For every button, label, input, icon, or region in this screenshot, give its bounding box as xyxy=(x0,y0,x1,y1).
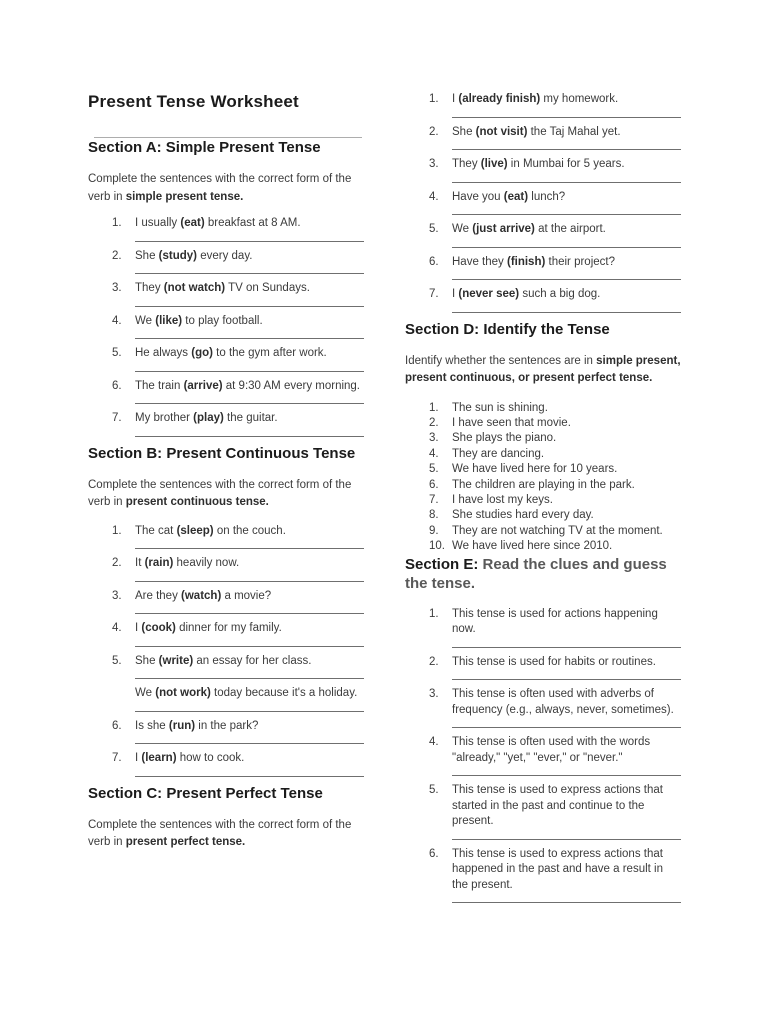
item-number: 5. xyxy=(112,347,122,359)
answer-blank xyxy=(452,205,681,215)
answer-blank xyxy=(135,604,364,614)
verb-hint: (not visit) xyxy=(475,125,528,138)
verb-hint: (eat) xyxy=(180,217,205,229)
verb-hint: (just arrive) xyxy=(472,223,535,235)
answer-blank xyxy=(452,270,681,280)
item-sentence: This tense is used for habits or routines. xyxy=(452,655,656,668)
item-number: 3. xyxy=(112,589,122,602)
answer-blank xyxy=(135,669,364,679)
item-number: 4. xyxy=(112,622,122,634)
item-number: 3. xyxy=(112,282,122,294)
item-number: 3. xyxy=(429,688,439,701)
item-sentence: It (rain) heavily now. xyxy=(135,557,240,569)
verb-hint: (study) xyxy=(158,249,198,262)
item-number: 4. xyxy=(429,736,439,749)
answer-blank xyxy=(135,572,364,582)
fill-item xyxy=(88,411,364,439)
fill-item xyxy=(88,216,364,244)
fill-item xyxy=(88,281,364,309)
item-number: 2. xyxy=(429,416,439,429)
item-number: 5. xyxy=(429,223,439,235)
item-sentence: She (write) an essay for her class. xyxy=(135,654,312,667)
fill-item-continuation xyxy=(88,686,364,714)
answer-blank xyxy=(452,670,681,680)
item-number: 5. xyxy=(112,654,122,667)
fill-item xyxy=(88,314,364,342)
section-e-heading-subtitle: Read the clues and guess the tense. xyxy=(405,555,667,592)
item-number: 6. xyxy=(112,719,122,732)
intro-bold-text: present continuous tense. xyxy=(125,496,269,508)
answer-blank xyxy=(135,264,364,274)
right-column xyxy=(405,86,681,910)
identify-item xyxy=(405,508,681,523)
item-number: 3. xyxy=(429,432,439,445)
item-sentence: Are they (watch) a movie? xyxy=(135,589,272,602)
intro-bold-text: simple present, present continuous, or present perfect tense. xyxy=(405,354,681,384)
identify-item xyxy=(405,416,681,431)
fill-item xyxy=(88,346,364,374)
item-sentence: Have you (eat) lunch? xyxy=(452,190,566,203)
clue-item xyxy=(405,783,681,842)
fill-item xyxy=(88,719,364,747)
fill-item xyxy=(88,524,364,552)
item-number: 4. xyxy=(112,314,122,327)
intro-text: Complete the sentences with the correct form of the verb in xyxy=(88,818,352,848)
item-sentence: I (never see) such a big dog. xyxy=(452,288,601,300)
verb-hint: (finish) xyxy=(506,255,546,268)
answer-blank xyxy=(452,108,681,118)
section-e-list xyxy=(405,607,681,906)
fill-item xyxy=(88,249,364,277)
fill-item xyxy=(405,222,681,250)
verb-hint: (cook) xyxy=(141,622,176,634)
answer-blank xyxy=(452,238,681,248)
verb-hint: (play) xyxy=(193,412,224,424)
answer-blank xyxy=(452,893,681,903)
item-sentence: My brother (play) the guitar. xyxy=(135,412,278,424)
item-sentence: They (not watch) TV on Sundays. xyxy=(135,282,310,294)
item-sentence: She studies hard every day. xyxy=(452,509,594,522)
identify-item xyxy=(405,493,681,508)
clue-item xyxy=(405,847,681,906)
item-sentence: This tense is used to express actions that started in the past and continue to the present. xyxy=(452,784,663,828)
verb-hint: (arrive) xyxy=(183,379,223,392)
intro-bold-text: present perfect tense. xyxy=(125,836,246,848)
answer-blank xyxy=(452,638,681,648)
item-sentence: We (like) to play football. xyxy=(135,314,263,327)
identify-item xyxy=(405,462,681,477)
section-a-intro xyxy=(88,171,364,206)
verb-hint: (not work) xyxy=(155,687,211,699)
section-c-intro xyxy=(88,817,364,852)
identify-item xyxy=(405,401,681,416)
item-sentence: The sun is shining. xyxy=(452,401,548,414)
identify-item xyxy=(405,431,681,446)
answer-blank xyxy=(452,173,681,183)
item-sentence: They are not watching TV at the moment. xyxy=(452,524,663,537)
item-sentence: We (not work) today because it's a holiday. xyxy=(135,687,358,699)
intro-text: Complete the sentences with the correct form of the verb in xyxy=(88,478,352,508)
clue-item xyxy=(405,655,681,683)
item-number: 1. xyxy=(429,607,439,620)
section-a-list xyxy=(88,216,364,439)
item-number: 7. xyxy=(429,493,439,506)
item-number: 2. xyxy=(429,655,439,668)
section-b-heading: Section B: Present Continuous Tense xyxy=(88,444,356,462)
item-sentence: Is she (run) in the park? xyxy=(135,719,259,732)
intro-text: Identify whether the sentences are in xyxy=(405,354,597,367)
item-sentence: I usually (eat) breakfast at 8 AM. xyxy=(135,217,301,229)
fill-item xyxy=(88,751,364,779)
item-sentence: I (cook) dinner for my family. xyxy=(135,622,282,634)
item-number: 1. xyxy=(112,217,122,229)
item-number: 8. xyxy=(429,509,439,522)
item-sentence: We have lived here since 2010. xyxy=(452,540,613,553)
item-sentence: This tense is often used with adverbs of frequency (e.g., always, never, sometimes). xyxy=(452,688,674,716)
answer-blank xyxy=(135,702,364,712)
item-number: 9. xyxy=(429,524,439,537)
answer-blank xyxy=(135,297,364,307)
answer-blank xyxy=(452,718,681,728)
item-number: 6. xyxy=(429,478,439,491)
item-sentence: We have lived here for 10 years. xyxy=(452,463,618,476)
item-number: 3. xyxy=(429,158,439,170)
item-sentence: This tense is often used with the words "already," "yet," "ever," or "never." xyxy=(452,736,651,764)
answer-blank xyxy=(135,427,364,437)
fill-item xyxy=(405,92,681,120)
item-sentence: She (study) every day. xyxy=(135,249,253,262)
identify-item xyxy=(405,478,681,493)
fill-item xyxy=(88,379,364,407)
left-column xyxy=(88,88,364,852)
verb-hint: (never see) xyxy=(458,288,520,300)
verb-hint: (live) xyxy=(480,158,508,170)
item-number: 4. xyxy=(429,447,439,460)
verb-hint: (like) xyxy=(155,314,183,327)
fill-item xyxy=(405,125,681,153)
section-a-heading: Section A: Simple Present Tense xyxy=(88,139,321,156)
verb-hint: (sleep) xyxy=(176,524,214,537)
clue-item xyxy=(405,735,681,778)
page-title: Present Tense Worksheet xyxy=(88,92,299,111)
answer-blank xyxy=(135,539,364,549)
item-sentence: They are dancing. xyxy=(452,447,545,460)
section-d-heading: Section D: Identify the Tense xyxy=(405,320,610,338)
item-number: 1. xyxy=(112,524,122,537)
item-number: 6. xyxy=(429,255,439,268)
item-sentence: He always (go) to the gym after work. xyxy=(135,347,327,359)
answer-blank xyxy=(452,766,681,776)
item-sentence: The cat (sleep) on the couch. xyxy=(135,524,286,537)
answer-blank xyxy=(452,303,681,313)
answer-blank xyxy=(135,734,364,744)
item-sentence: I (learn) how to cook. xyxy=(135,752,245,764)
clue-item xyxy=(405,687,681,730)
answer-blank xyxy=(135,637,364,647)
item-number: 2. xyxy=(112,557,122,569)
answer-blank xyxy=(452,830,681,840)
verb-hint: (go) xyxy=(191,347,213,359)
item-number: 1. xyxy=(429,93,439,105)
verb-hint: (already finish) xyxy=(458,93,541,105)
item-number: 6. xyxy=(429,847,439,860)
verb-hint: (write) xyxy=(158,654,194,667)
item-sentence: I have lost my keys. xyxy=(452,493,553,506)
clue-item xyxy=(405,607,681,650)
fill-item xyxy=(88,654,364,682)
section-d-list xyxy=(405,401,681,555)
item-number: 7. xyxy=(429,288,439,300)
answer-blank xyxy=(135,362,364,372)
section-c-list xyxy=(405,92,681,315)
answer-blank xyxy=(135,394,364,404)
fill-item xyxy=(405,287,681,315)
identify-item xyxy=(405,524,681,539)
fill-item xyxy=(88,556,364,584)
section-b-list xyxy=(88,524,364,779)
item-number: 5. xyxy=(429,784,439,797)
section-c-heading: Section C: Present Perfect Tense xyxy=(88,784,323,802)
item-sentence: The train (arrive) at 9:30 AM every morning. xyxy=(135,379,361,392)
item-number: 1. xyxy=(429,401,439,414)
fill-item xyxy=(88,621,364,649)
answer-blank xyxy=(135,232,364,242)
verb-hint: (run) xyxy=(168,719,196,732)
item-sentence: Have they (finish) their project? xyxy=(452,255,615,268)
item-sentence: This tense is used to express actions that happened in the past and have a result in the present. xyxy=(452,847,663,891)
fill-item xyxy=(88,589,364,617)
item-number xyxy=(112,686,135,714)
item-sentence: She (not visit) the Taj Mahal yet. xyxy=(452,125,621,138)
section-e-heading xyxy=(405,555,681,593)
item-number: 6. xyxy=(112,379,122,392)
item-sentence: She plays the piano. xyxy=(452,432,557,445)
verb-hint: (learn) xyxy=(141,752,177,764)
fill-item xyxy=(405,255,681,283)
section-e-heading-label: Section E: xyxy=(405,555,479,573)
item-number: 4. xyxy=(429,190,439,203)
verb-hint: (watch) xyxy=(181,589,222,602)
intro-bold-text: simple present tense. xyxy=(125,190,244,203)
section-b-intro xyxy=(88,477,364,512)
answer-blank xyxy=(135,767,364,777)
item-number: 7. xyxy=(112,412,122,424)
item-sentence: I have seen that movie. xyxy=(452,416,571,429)
item-sentence: I (already finish) my homework. xyxy=(452,93,619,105)
item-sentence: We (just arrive) at the airport. xyxy=(452,223,606,235)
item-number: 2. xyxy=(112,249,122,262)
verb-hint: (rain) xyxy=(144,557,174,569)
verb-hint: (not watch) xyxy=(163,282,226,294)
identify-item xyxy=(405,539,681,554)
fill-item xyxy=(405,157,681,185)
fill-item xyxy=(405,190,681,218)
answer-blank xyxy=(135,329,364,339)
item-number: 5. xyxy=(429,463,439,476)
item-sentence: They (live) in Mumbai for 5 years. xyxy=(452,158,625,170)
section-d-intro xyxy=(405,353,681,388)
item-number: 2. xyxy=(429,125,439,138)
item-sentence: The children are playing in the park. xyxy=(452,478,635,491)
verb-hint: (eat) xyxy=(503,190,529,203)
item-number: 7. xyxy=(112,752,122,764)
answer-blank xyxy=(452,140,681,150)
intro-text: Complete the sentences with the correct form of the verb in xyxy=(88,173,352,203)
item-sentence: This tense is used for actions happening now. xyxy=(452,607,658,636)
identify-item xyxy=(405,447,681,462)
item-number: 10. xyxy=(429,540,445,553)
